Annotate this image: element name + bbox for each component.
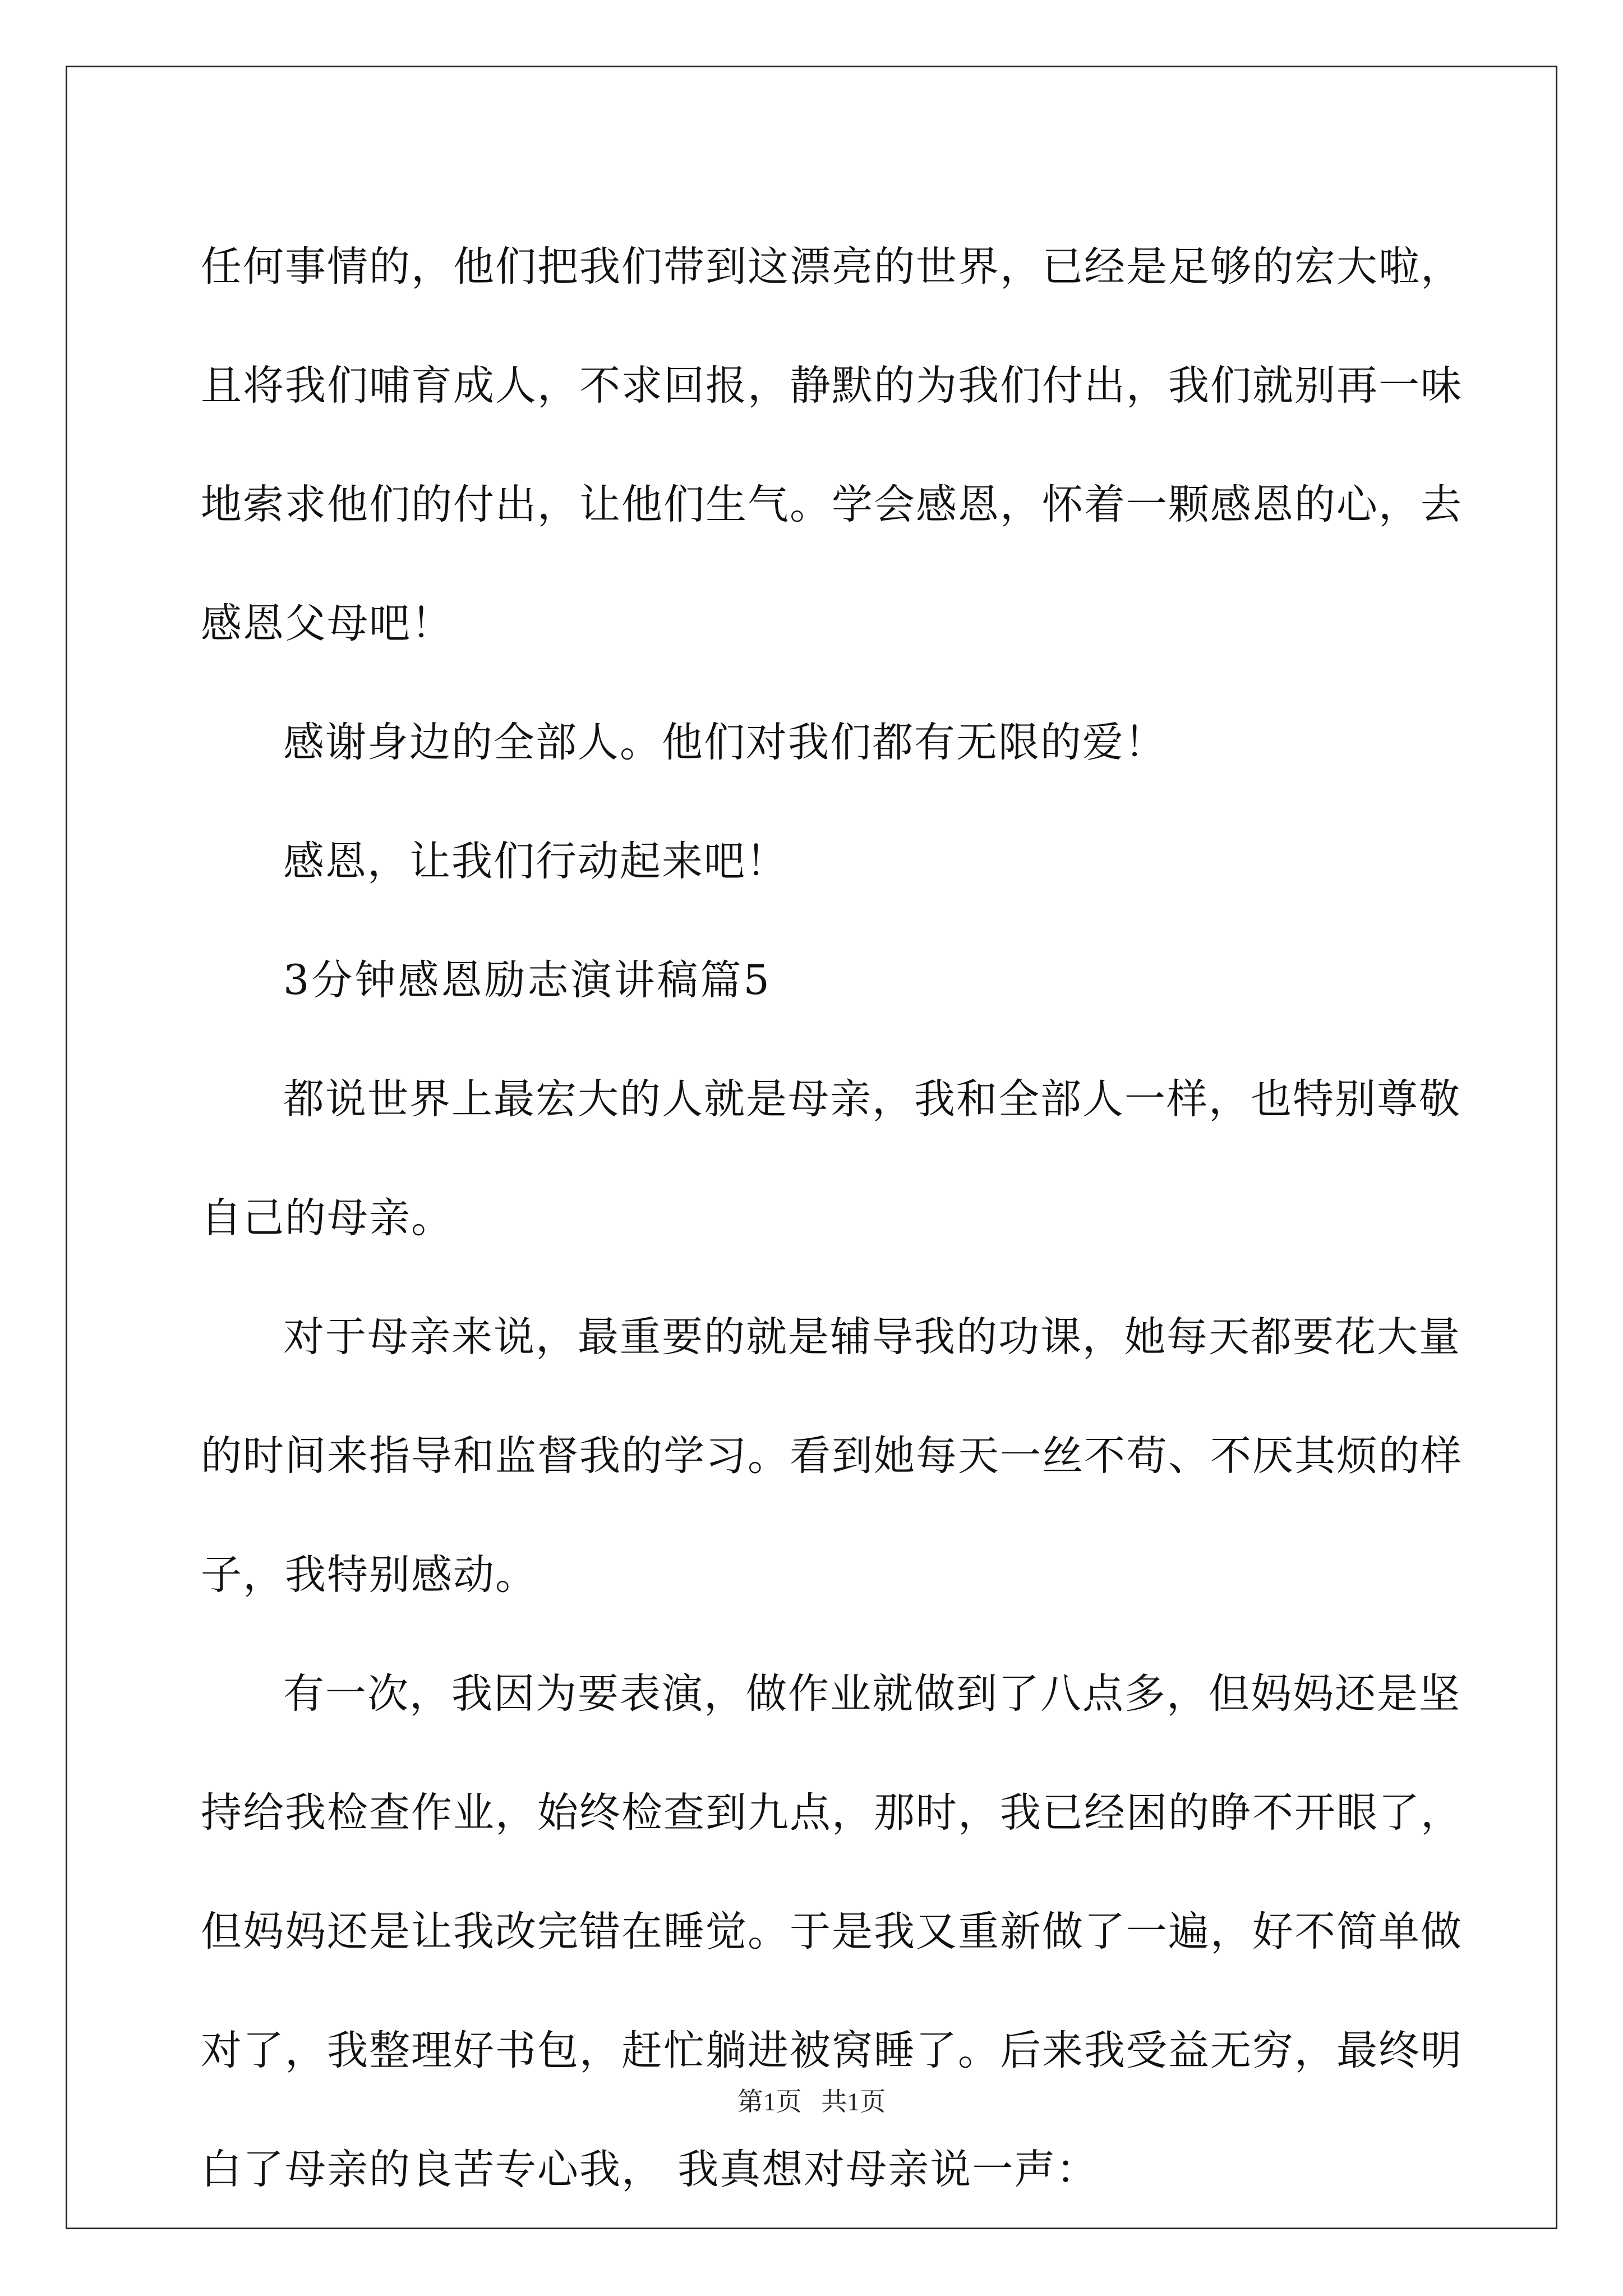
text-line: 持给我检查作业，始终检查到九点，那时，我已经困的睁不开眼了， bbox=[201, 1789, 1463, 1837]
text-line: 对了，我整理好书包，赶忙躺进被窝睡了。后来我受益无穷，最终明 bbox=[201, 2027, 1463, 2074]
page-number-footer: 第1页 共1页 bbox=[737, 2087, 886, 2116]
text-line: 但妈妈还是让我改完错在睡觉。于是我又重新做了一遍，好不简单做 bbox=[201, 1908, 1463, 1955]
paragraph-first-line: 都说世界上最宏大的人就是母亲，我和全部人一样，也特别尊敬 bbox=[283, 1075, 1461, 1123]
text-line: 子，我特别感动。 bbox=[201, 1551, 537, 1599]
paragraph-first-line: 感谢身边的全部人。他们对我们都有无限的爱！ bbox=[283, 719, 1166, 766]
text-line: 白了母亲的良苦专心我， 我真想对母亲说一声： bbox=[201, 2146, 1099, 2193]
paragraph-first-line: 感恩，让我们行动起来吧！ bbox=[283, 838, 788, 885]
text-line: 任何事情的，他们把我们带到这漂亮的世界，已经是足够的宏大啦， bbox=[201, 243, 1463, 291]
document-body bbox=[201, 208, 1463, 2229]
text-line: 感恩父母吧！ bbox=[201, 600, 453, 647]
text-line: 的时间来指导和监督我的学习。看到她每天一丝不苟、不厌其烦的样 bbox=[201, 1432, 1463, 1480]
paragraph-first-line: 有一次，我因为要表演，做作业就做到了八点多，但妈妈还是坚 bbox=[283, 1670, 1461, 1718]
text-line: 地索求他们的付出，让他们生气。学会感恩，怀着一颗感恩的心，去 bbox=[201, 481, 1463, 528]
section-heading: 3分钟感恩励志演讲稿篇5 bbox=[283, 956, 772, 1004]
text-line: 自己的母亲。 bbox=[201, 1194, 453, 1242]
paragraph-first-line: 对于母亲来说，最重要的就是辅导我的功课，她每天都要花大量 bbox=[283, 1313, 1461, 1361]
text-line: 且将我们哺育成人，不求回报，静默的为我们付出，我们就别再一味 bbox=[201, 362, 1463, 409]
